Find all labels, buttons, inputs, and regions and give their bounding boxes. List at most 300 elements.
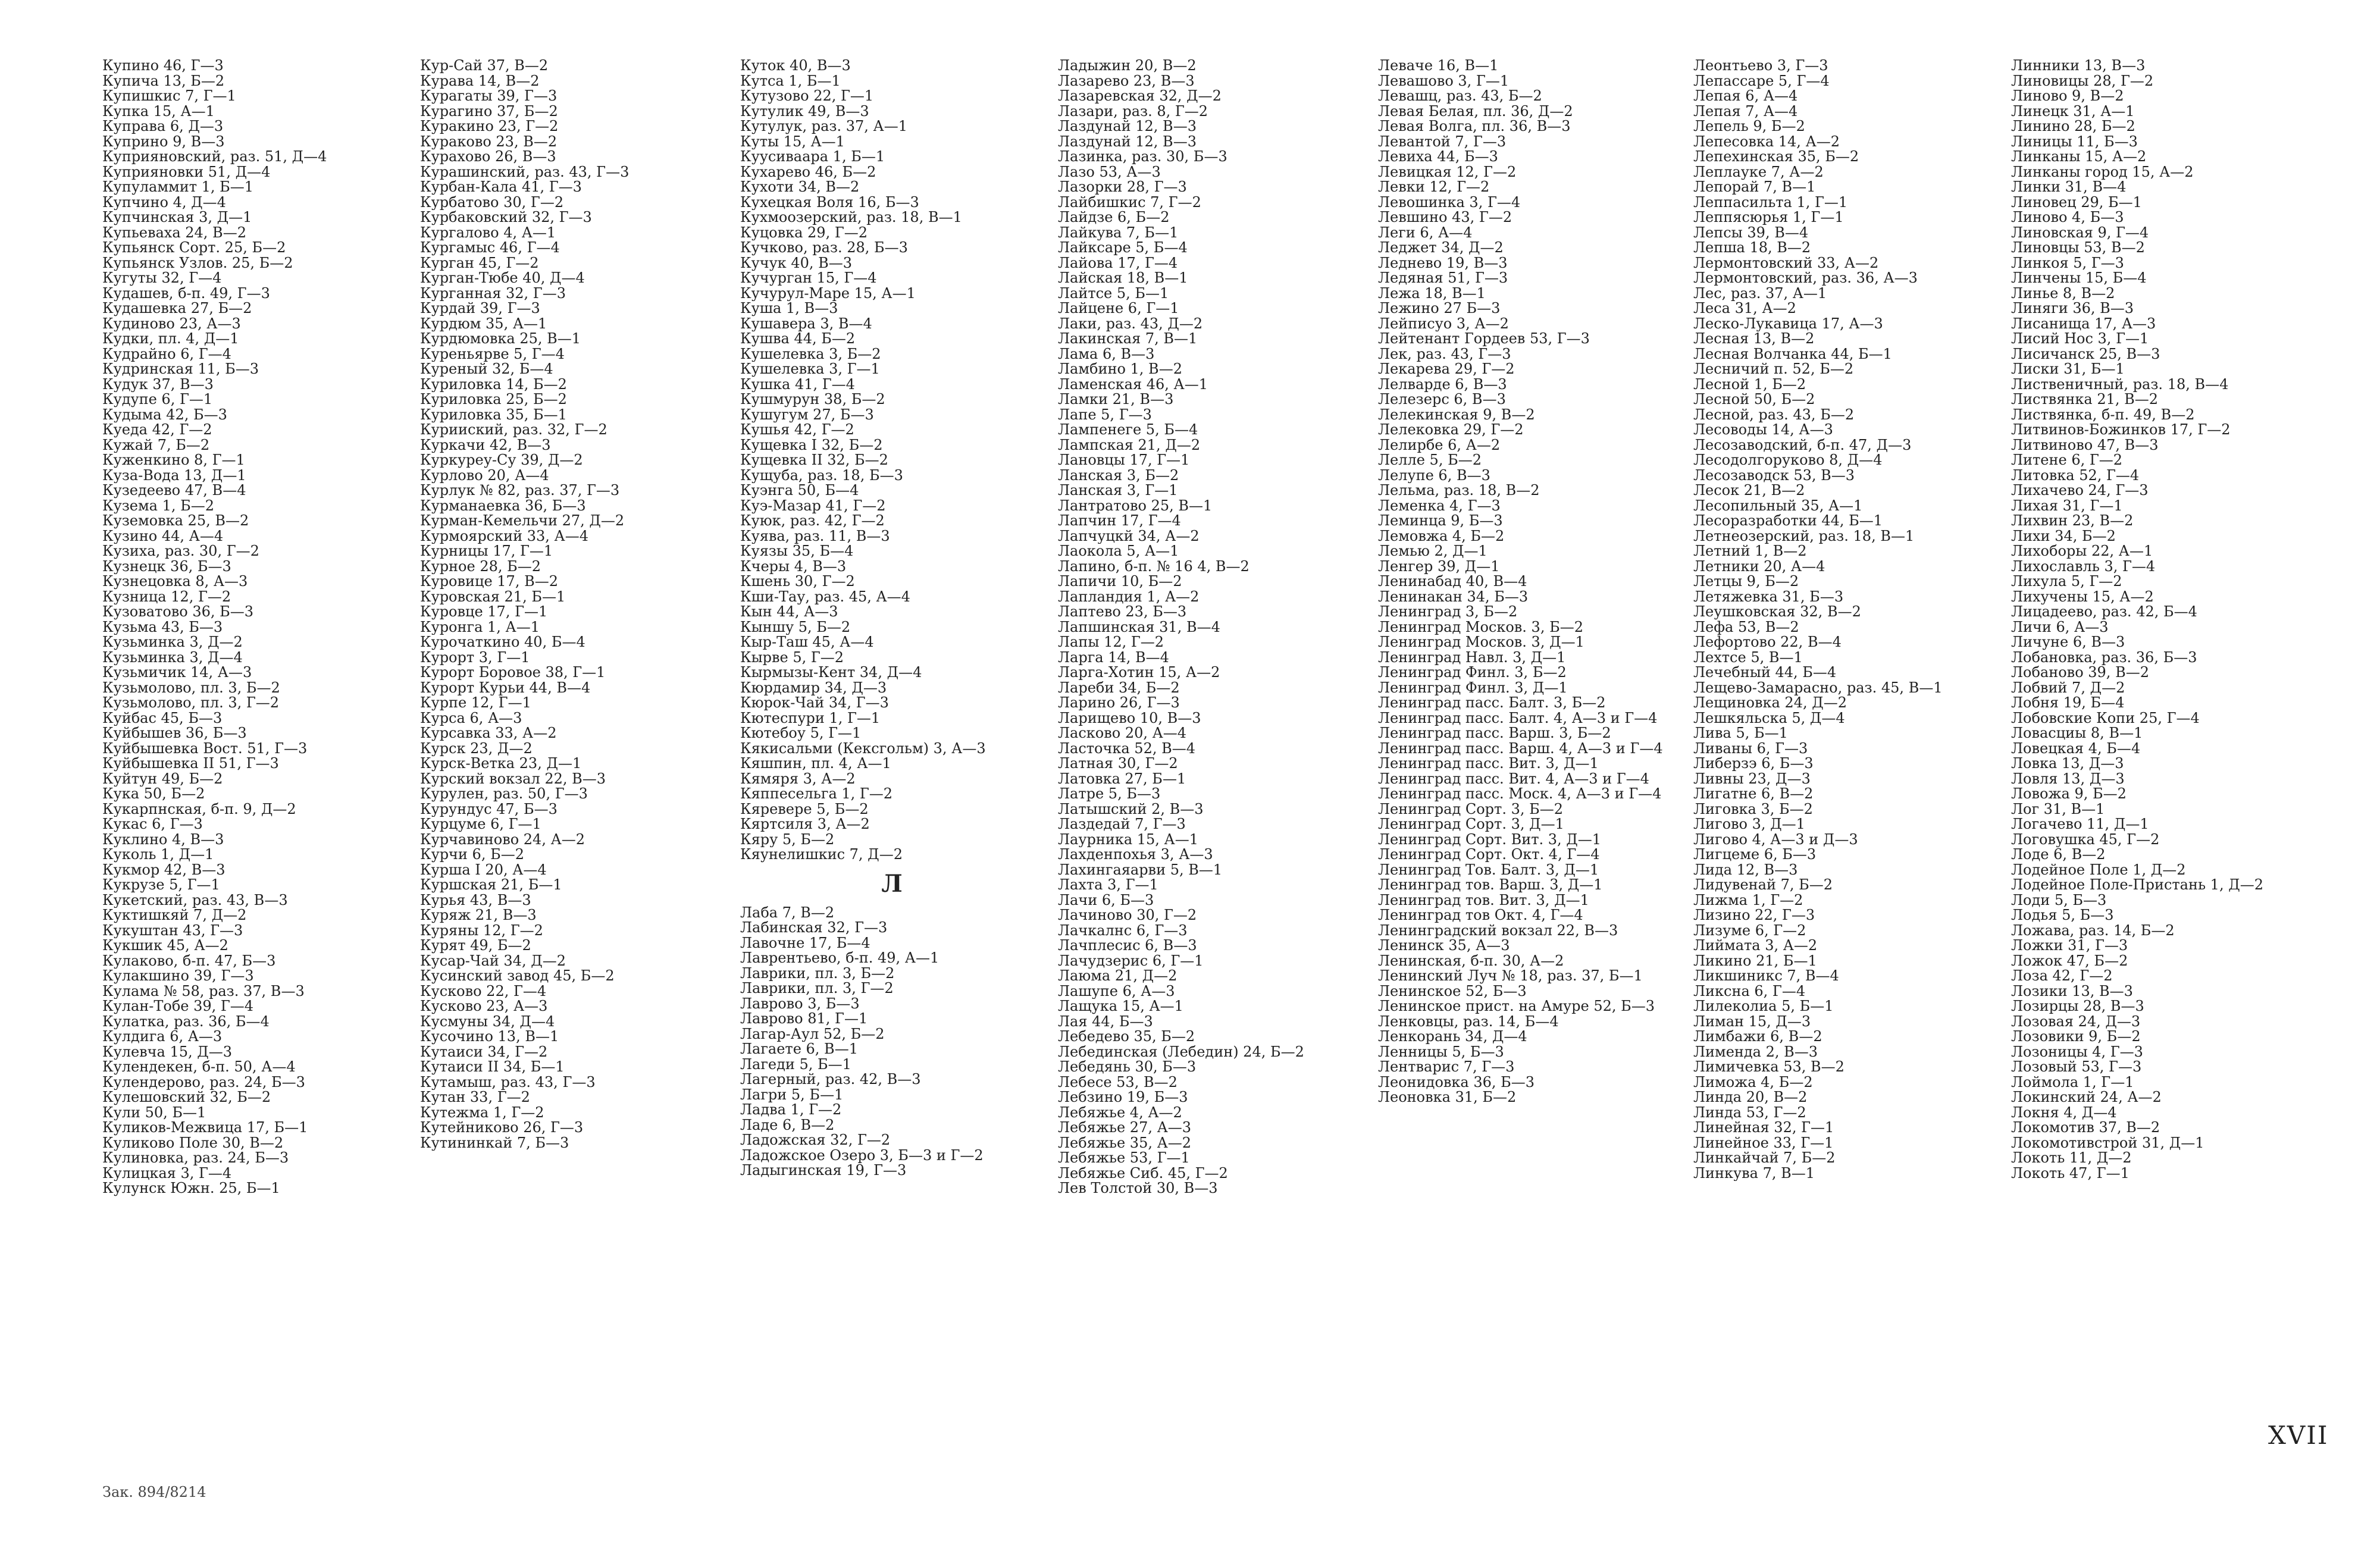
index-entry: Курбаковский 32, Г—3 [420,210,592,225]
index-entry: Курлук № 82, раз. 37, Г—3 [420,483,620,499]
index-entry: Кузнецовка 8, А—3 [102,574,248,590]
index-entry: Лоде 6, В—2 [2011,847,2106,863]
index-entry: Линецк 31, А—1 [2011,104,2135,119]
index-entry: Лихи 34, Б—2 [2011,528,2116,544]
index-entry: Лобаново 39, В—2 [2011,665,2149,681]
index-entry: Левошинка 3, Г—4 [1378,195,1521,210]
index-entry: Кяртсиля 3, А—2 [740,817,870,832]
index-entry: Лисий Нос 3, Г—1 [2011,331,2149,347]
index-entry: Лагаете 6, В—1 [740,1042,858,1057]
index-entry: Листвянка 21, В—2 [2011,392,2159,408]
index-entry: Ласточка 52, В—4 [1058,741,1196,756]
index-entry: Куликов-Межвица 17, Б—1 [102,1120,308,1136]
index-entry: Куркуреу-Су 39, Д—2 [420,453,583,468]
index-entry: Куровце 17, Г—1 [420,604,548,620]
index-entry: Леваче 16, В—1 [1378,58,1499,74]
index-entry: Лозовики 9, Б—2 [2011,1029,2141,1045]
index-entry: Линейная 32, Г—1 [1693,1120,1834,1136]
index-entry: Латовка 27, Б—1 [1058,771,1186,786]
index-entry: Кучук 40, В—3 [740,255,853,271]
index-entry: Линда 53, Г—2 [1693,1105,1806,1120]
index-entry: Лозики 13, В—3 [2011,983,2133,999]
index-entry: Лебедево 35, Б—2 [1058,1029,1195,1045]
index-entry: Лигово 3, Д—1 [1693,817,1805,832]
index-entry: Купича 13, Б—2 [102,73,225,89]
index-entry: Куйбышевка Вост. 51, Г—3 [102,741,308,756]
index-entry: Линовская 9, Г—4 [2011,225,2149,240]
index-entry: Кши-Тау, раз. 45, А—4 [740,589,910,604]
index-entry: Лепая 6, А—4 [1693,89,1798,104]
index-entry: Кузоватово 36, Б—3 [102,604,254,620]
index-entry: Кузьмолово, пл. 3, Г—2 [102,695,280,711]
index-entry: Лесной 1, Б—2 [1693,377,1806,392]
section-letter: Л [881,869,903,898]
index-entry: Лейписуо 3, А—2 [1378,316,1509,331]
index-entry: Лихучены 15, А—2 [2011,589,2154,604]
index-entry: Ловля 13, Д—3 [2011,771,2125,786]
index-entry: Лазарево 23, В—3 [1058,73,1195,89]
index-entry: Ланская 3, Б—2 [1058,468,1179,483]
index-entry: Куркачи 42, В—3 [420,437,551,453]
index-entry: Лановцы 17, Г—1 [1058,453,1190,468]
index-entry: Кудыма 42, Б—3 [102,407,227,422]
index-entry: Литвиново 47, В—3 [2011,437,2159,453]
index-entry: Курахово 26, В—3 [420,149,556,165]
index-entry: Лазаревская 32, Д—2 [1058,89,1222,104]
index-entry: Кяунелишкис 7, Д—2 [740,847,903,863]
index-entry: Лихославль 3, Г—4 [2011,559,2156,574]
index-entry: Кудки, пл. 4, Д—1 [102,331,239,347]
index-entry: Лесозаводск 53, В—3 [1693,468,1855,483]
index-entry: Купишкис 7, Г—1 [102,89,236,104]
index-entry: Куйтун 49, Б—2 [102,771,223,786]
index-entry: Кякисальми (Кексгольм) 3, А—3 [740,741,986,756]
index-entry: Локоть 47, Г—1 [2011,1165,2130,1181]
index-entry: Лесной, раз. 43, Б—2 [1693,407,1855,422]
index-entry: Кырмызы-Кент 34, Д—4 [740,665,922,681]
index-column-1 [102,58,406,1196]
index-entry: Лахта 3, Г—1 [1058,878,1158,893]
index-entry: Курмоярский 33, А—4 [420,528,588,544]
index-entry: Лапе 5, Г—3 [1058,407,1152,422]
index-entry: Куусиваара 1, Б—1 [740,149,885,165]
index-entry: Линкайчай 7, Б—2 [1693,1151,1836,1166]
index-entry: Кузница 12, Г—2 [102,589,231,604]
index-entry: Ларищево 10, В—3 [1058,710,1201,726]
index-entry: Лайбишкис 7, Г—2 [1058,195,1201,210]
index-entry: Куршская 21, Б—1 [420,878,562,893]
index-entry: Лачи 6, Б—3 [1058,892,1154,908]
index-entry: Лесная Волчанка 44, Б—1 [1693,346,1892,362]
index-entry: Ладе 6, В—2 [740,1117,835,1133]
index-entry: Лесоводы 14, А—3 [1693,422,1833,438]
index-entry: Лепорай 7, В—1 [1693,180,1816,195]
index-entry: Лепель 9, Б—2 [1693,119,1805,134]
index-entry: Линканы город 15, А—2 [2011,164,2194,180]
index-entry: Лейтенант Гордеев 53, Г—3 [1378,331,1590,347]
index-entry: Лаурника 15, А—1 [1058,832,1198,847]
index-entry: Леоновка 31, Б—2 [1378,1090,1517,1105]
index-entry: Ламенская 46, А—1 [1058,377,1208,392]
page-number: XVII [2268,1421,2329,1450]
index-entry: Литовка 52, Г—4 [2011,468,2140,483]
index-entry: Куликово Поле 30, В—2 [102,1135,284,1151]
index-entry: Лешкяльска 5, Д—4 [1693,710,1845,726]
index-entry: Курбан-Кала 41, Г—3 [420,180,582,195]
index-entry: Ленинград пасс. Балт. 4, А—3 и Г—4 [1378,710,1658,726]
index-entry: Левиха 44, Б—3 [1378,149,1498,165]
index-entry: Купчино 4, Д—4 [102,195,226,210]
index-entry: Лелле 5, Б—2 [1378,453,1482,468]
index-entry: Кямяря 3, А—2 [740,771,856,786]
index-entry: Линкува 7, В—1 [1693,1165,1815,1181]
index-entry: Лиговка 3, Б—2 [1693,801,1813,817]
index-entry: Левая Белая, пл. 36, Д—2 [1378,104,1573,119]
index-entry: Лефортово 22, В—4 [1693,635,1842,650]
index-entry: Лаптево 23, Б—3 [1058,604,1187,620]
index-entry: Левая Волга, пл. 36, В—3 [1378,119,1571,134]
index-entry: Лиман 15, Д—3 [1693,1014,1811,1029]
index-entry: Лелекинская 9, В—2 [1378,407,1535,422]
index-entry: Кудиново 23, А—3 [102,316,241,331]
index-entry: Куколь 1, Д—1 [102,847,214,863]
index-entry: Лаврики, пл. 3, Б—2 [740,966,895,981]
index-entry: Ловожа 9, Б—2 [2011,786,2127,802]
index-entry: Лаокола 5, А—1 [1058,544,1179,559]
index-entry: Лазари, раз. 8, Г—2 [1058,104,1208,119]
index-entry: Ленинград пасс. Балт. 3, Б—2 [1378,695,1606,711]
index-entry: Лесная 13, В—2 [1693,331,1815,347]
index-entry: Лелупе 6, В—3 [1378,468,1490,483]
index-entry: Кудринская 11, Б—3 [102,362,259,377]
index-entry: Кушва 44, Б—2 [740,331,856,347]
index-entry: Левицкая 12, Г—2 [1378,164,1517,180]
index-entry: Кушелевка 3, Г—1 [740,362,880,377]
index-entry: Кулешовский 32, Б—2 [102,1090,271,1105]
index-entry: Куза-Вода 13, Д—1 [102,468,246,483]
index-entry: Ловка 13, Д—3 [2011,756,2124,772]
index-entry: Курманаевка 36, Б—3 [420,498,586,513]
index-entry: Кулевча 15, Д—3 [102,1044,233,1060]
index-entry: Курский вокзал 22, В—3 [420,771,606,786]
index-entry: Кулдига 6, А—3 [102,1029,223,1045]
index-entry: Кужай 7, Б—2 [102,437,210,453]
index-entry: Лермонтовский 33, А—2 [1693,255,1879,271]
index-entry: Лизино 22, Г—3 [1693,908,1815,923]
index-entry: Куязы 35, Б—4 [740,544,854,559]
index-entry: Левантой 7, Г—3 [1378,134,1507,149]
index-entry: Кухарево 46, Б—2 [740,164,876,180]
index-entry: Лодейное Поле-Пристань 1, Д—2 [2011,878,2263,893]
index-entry: Логачево 11, Д—1 [2011,817,2149,832]
index-entry: Лещиновка 24, Д—2 [1693,695,1847,711]
index-entry: Кучурул-Маре 15, А—1 [740,286,916,301]
index-entry: Кусочино 13, В—1 [420,1029,559,1045]
index-entry: Лазо 53, А—3 [1058,164,1161,180]
index-entry: Ленковцы, раз. 14, Б—4 [1378,1014,1559,1029]
index-entry: Лапы 12, Г—2 [1058,635,1164,650]
index-entry: Кукуштан 43, Г—3 [102,923,243,938]
index-entry: Лачиново 30, Г—2 [1058,908,1197,923]
index-entry: Ладыжин 20, В—2 [1058,58,1197,74]
index-entry: Кузино 44, А—4 [102,528,224,544]
index-entry: Лебединская (Лебедин) 24, Б—2 [1058,1044,1304,1060]
index-entry: Лапичи 10, Б—2 [1058,574,1182,590]
index-entry: Куряны 12, Г—2 [420,923,543,938]
index-entry: Лайская 18, В—1 [1058,271,1188,286]
index-entry: Лозоницы 4, Г—3 [2011,1044,2143,1060]
index-entry: Лапчин 17, Г—4 [1058,513,1181,529]
index-entry: Ленницы 5, Б—3 [1378,1044,1504,1060]
index-entry: Лайксаре 5, Б—4 [1058,240,1188,256]
index-entry: Линовицы 28, Г—2 [2011,73,2154,89]
index-entry: Кушелевка 3, Б—2 [740,346,881,362]
index-entry: Купино 46, Г—3 [102,58,224,74]
index-entry: Ленинск 35, А—3 [1378,938,1510,954]
index-entry: Курчи 6, Б—2 [420,847,524,863]
index-entry: Линчены 15, Б—4 [2011,271,2147,286]
index-entry: Лаздедай 7, Г—3 [1058,817,1186,832]
index-entry: Леги 6, А—4 [1378,225,1473,240]
index-entry: Лиски 31, Б—1 [2011,362,2125,377]
index-entry: Курдюм 35, А—1 [420,316,547,331]
index-entry: Кущуба, раз. 18, Б—3 [740,468,903,483]
index-entry: Кчеры 4, В—3 [740,559,847,574]
index-entry: Ледяная 51, Г—3 [1378,271,1508,286]
index-entry: Левки 12, Г—2 [1378,180,1490,195]
index-entry: Лоза 42, Г—2 [2011,969,2113,984]
index-entry: Лежино 27 Б—3 [1378,301,1501,317]
index-entry: Леднево 19, В—3 [1378,255,1508,271]
index-entry: Курбатово 30, Г—2 [420,195,564,210]
index-entry: Ладыгинская 19, Г—3 [740,1163,907,1179]
index-entry: Ланская 3, Г—1 [1058,483,1178,499]
index-entry: Куява, раз. 11, В—3 [740,528,890,544]
index-entry: Листвянка, б-п. 49, В—2 [2011,407,2195,422]
index-entry: Ленинград пасс. Моск. 4, А—3 и Г—4 [1378,786,1662,802]
index-entry: Куреньярве 5, Г—4 [420,346,565,362]
index-entry: Лантратово 25, В—1 [1058,498,1213,513]
index-entry: Ловасциы 8, В—1 [2011,726,2143,741]
index-entry: Лобановка, раз. 36, Б—3 [2011,650,2197,665]
index-entry: Ленинград Сорт. 3, Б—2 [1378,801,1564,817]
index-entry: Кусково 22, Г—4 [420,983,547,999]
index-entry: Кулендерово, раз. 24, Б—3 [102,1074,305,1090]
index-entry: Лелирбе 6, А—2 [1378,437,1501,453]
index-entry: Курницы 17, Г—1 [420,544,553,559]
index-entry: Курорт 3, Г—1 [420,650,530,665]
index-entry: Летцы 9, Б—2 [1693,574,1799,590]
index-entry: Лижма 1, Г—2 [1693,892,1803,908]
index-entry: Курганная 32, Г—3 [420,286,566,301]
index-entry: Кухмоозерский, раз. 18, В—1 [740,210,962,225]
index-entry: Курдай 39, Г—3 [420,301,540,317]
index-entry: Курят 49, Б—2 [420,938,531,954]
index-entry: Лакинская 7, В—1 [1058,331,1198,347]
index-entry: Лебедянь 30, Б—3 [1058,1060,1197,1075]
index-entry: Лаба 7, В—2 [740,905,835,920]
index-entry: Лапчуцкй 34, А—2 [1058,528,1200,544]
index-entry: Кугуты 32, Г—4 [102,271,222,286]
index-entry: Куриловка 25, Б—2 [420,392,567,408]
index-entry: Лая 44, Б—3 [1058,1014,1153,1029]
index-entry: Лицадеево, раз. 42, Б—4 [2011,604,2197,620]
index-entry: Лида 12, В—3 [1693,862,1798,878]
index-entry: Ладожская 32, Г—2 [740,1133,891,1148]
index-entry: Кулан-Тобе 39, Г—4 [102,999,254,1014]
index-entry: Куженкино 8, Г—1 [102,453,245,468]
index-entry: Линканы 15, А—2 [2011,149,2147,165]
index-entry: Ленинакан 34, Б—3 [1378,589,1529,604]
index-entry: Лебяжье 53, Г—1 [1058,1151,1190,1166]
index-entry: Кулама № 58, раз. 37, В—3 [102,983,305,999]
index-entry: Лепесовка 14, А—2 [1693,134,1840,149]
index-entry: Кукарпнская, б-п. 9, Д—2 [102,801,296,817]
index-entry: Лесничий п. 52, Б—2 [1693,362,1854,377]
index-entry: Кутса 1, Б—1 [740,73,841,89]
index-entry: Лодья 5, Б—3 [2011,908,2114,923]
index-entry: Курное 28, Б—2 [420,559,541,574]
index-entry: Ларга-Хотин 15, А—2 [1058,665,1220,681]
index-entry: Линино 28, Б—2 [2011,119,2135,134]
index-entry: Ларга 14, В—4 [1058,650,1169,665]
index-entry: Лелварде 6, В—3 [1378,377,1507,392]
index-entry: Куйбышевка II 51, Г—3 [102,756,279,772]
index-entry: Либерзэ 6, Б—3 [1693,756,1814,772]
index-entry: Лаздунай 12, В—3 [1058,134,1197,149]
index-entry: Купьянск Сорт. 25, Б—2 [102,240,286,256]
index-entry: Кузьминка 3, Д—4 [102,650,243,665]
index-entry: Линкоя 5, Г—3 [2011,255,2124,271]
index-entry: Кушугум 27, Б—3 [740,407,874,422]
index-entry: Кяппесельга 1, Г—2 [740,786,893,802]
footer-note: Зак. 894/8214 [102,1484,206,1500]
index-entry: Лек, раз. 43, Г—3 [1378,346,1511,362]
index-entry: Курск-Ветка 23, Д—1 [420,756,582,772]
index-entry: Кушья 42, Г—2 [740,422,854,438]
index-entry: Линяги 36, В—3 [2011,301,2134,317]
index-entry: Курсавка 33, А—2 [420,726,557,741]
index-entry: Кудук 37, В—3 [102,377,214,392]
index-entry: Курава 14, В—2 [420,73,540,89]
index-entry: Лоди 5, Б—3 [2011,892,2107,908]
index-entry: Курчавиново 24, А—2 [420,832,585,847]
index-entry: Лашупе 6, А—3 [1058,983,1175,999]
index-entry: Лесопильный 35, А—1 [1693,498,1863,513]
index-entry: Кюрдамир 34, Д—3 [740,680,887,695]
index-entry: Ламки 21, В—3 [1058,392,1174,408]
index-entry: Линейное 33, Г—1 [1693,1135,1834,1151]
index-entry: Куэ-Мазар 41, Г—2 [740,498,886,513]
index-entry: Курман-Кемельчи 27, Д—2 [420,513,625,529]
index-entry: Левашово 3, Г—1 [1378,73,1510,89]
index-entry: Лаврентьево, б-п. 49, А—1 [740,951,940,966]
index-entry: Лапино, б-п. № 16 4, В—2 [1058,559,1250,574]
index-entry: Лисичанск 25, В—3 [2011,346,2160,362]
index-column-2 [420,58,724,1151]
index-entry: Купьеваха 24, В—2 [102,225,246,240]
index-entry: Ларино 26, Г—3 [1058,695,1180,711]
index-entry: Лебяжье 27, А—3 [1058,1120,1192,1136]
index-entry: Лаюма 21, Д—2 [1058,969,1178,984]
index-entry: Кшень 30, Г—2 [740,574,855,590]
index-entry: Ленинград пасс. Вит. 3, Д—1 [1378,756,1599,772]
index-entry: Летний 1, В—2 [1693,544,1807,559]
index-entry: Кухоти 34, В—2 [740,180,860,195]
index-entry: Курск 23, Д—2 [420,741,533,756]
index-entry: Леонтьево 3, Г—3 [1693,58,1828,74]
index-entry: Линники 13, В—3 [2011,58,2146,74]
index-entry: Ленинский Луч № 18, раз. 37, Б—1 [1378,969,1643,984]
index-entry: Куприяновский, раз. 51, Д—4 [102,149,327,165]
index-entry: Ленинград тов Окт. 4, Г—4 [1378,908,1583,923]
index-entry: Кукшик 45, А—2 [102,938,228,954]
index-entry: Ленинская, б-п. 30, А—2 [1378,953,1564,969]
index-entry: Ленгер 39, Д—1 [1378,559,1500,574]
index-entry: Лачкалнс 6, Г—3 [1058,923,1188,938]
index-entry: Лименда 2, В—3 [1693,1044,1818,1060]
index-entry: Кулиновка, раз. 24, Б—3 [102,1151,289,1166]
index-entry: Линье 8, В—2 [2011,286,2115,301]
index-entry: Лигатне 6, В—2 [1693,786,1814,802]
index-entry: Лива 5, Б—1 [1693,726,1788,741]
index-entry: Кучково, раз. 28, Б—3 [740,240,908,256]
index-entry: Куровская 21, Б—1 [420,589,566,604]
index-entry: Ленинградский вокзал 22, В—3 [1378,923,1618,938]
index-entry: Кулатка, раз. 36, Б—4 [102,1014,270,1029]
index-entry: Кухецкая Воля 16, Б—3 [740,195,919,210]
index-entry: Кутамыш, раз. 43, Г—3 [420,1074,596,1090]
index-entry: Лобовские Копи 25, Г—4 [2011,710,2200,726]
index-entry: Ленинград Сорт. Окт. 4, Г—4 [1378,847,1600,863]
index-entry: Курса 6, А—3 [420,710,522,726]
index-entry: Курииский, раз. 32, Г—2 [420,422,607,438]
index-entry: Лебяжье 4, А—2 [1058,1105,1182,1120]
index-entry: Лесозаводский, б-п. 47, Д—3 [1693,437,1912,453]
index-entry: Лев Толстой 30, В—3 [1058,1181,1218,1196]
index-entry: Курша I 20, А—4 [420,862,547,878]
index-entry: Лагри 5, Б—1 [740,1087,844,1102]
index-entry: Лавочне 17, Б—4 [740,935,870,951]
index-entry: Кучурган 15, Г—4 [740,271,877,286]
index-entry: Куряж 21, В—3 [420,908,537,923]
index-entry: Лепая 7, А—4 [1693,104,1798,119]
index-entry: Линки 31, В—4 [2011,180,2127,195]
index-entry: Лебяжье 35, А—2 [1058,1135,1192,1151]
index-entry: Лиможа 4, Б—2 [1693,1074,1813,1090]
index-entry: Лихвин 23, В—2 [2011,513,2134,529]
index-entry: Кяру 5, Б—2 [740,832,835,847]
index-entry: Лимбажи 6, В—2 [1693,1029,1822,1045]
index-entry: Лебяжье Сиб. 45, Г—2 [1058,1165,1228,1181]
index-entry: Лигцеме 6, Б—3 [1693,847,1817,863]
index-entry: Ленинград пасс. Вит. 4, А—3 и Г—4 [1378,771,1649,786]
index-entry: Леппясюрья 1, Г—1 [1693,210,1844,225]
index-entry: Летяжевка 31, Б—3 [1693,589,1844,604]
index-entry: Кука 50, Б—2 [102,786,205,802]
index-entry: Лапландия 1, А—2 [1058,589,1200,604]
index-entry: Лельма, раз. 18, В—2 [1378,483,1540,499]
index-entry: Лесоразработки 44, Б—1 [1693,513,1883,529]
index-entry: Лепша 18, В—2 [1693,240,1811,256]
index-entry: Лилеколиа 5, Б—1 [1693,999,1834,1014]
index-entry: Ленинград Москов. 3, Д—1 [1378,635,1584,650]
index-entry: Куток 40, В—3 [740,58,851,74]
index-entry: Ладожское Озеро 3, Б—3 и Г—2 [740,1148,984,1163]
index-entry: Леонидовка 36, Б—3 [1378,1074,1535,1090]
index-entry: Лахингаяарви 5, В—1 [1058,862,1223,878]
index-entry: Кулунск Южн. 25, Б—1 [102,1181,280,1196]
